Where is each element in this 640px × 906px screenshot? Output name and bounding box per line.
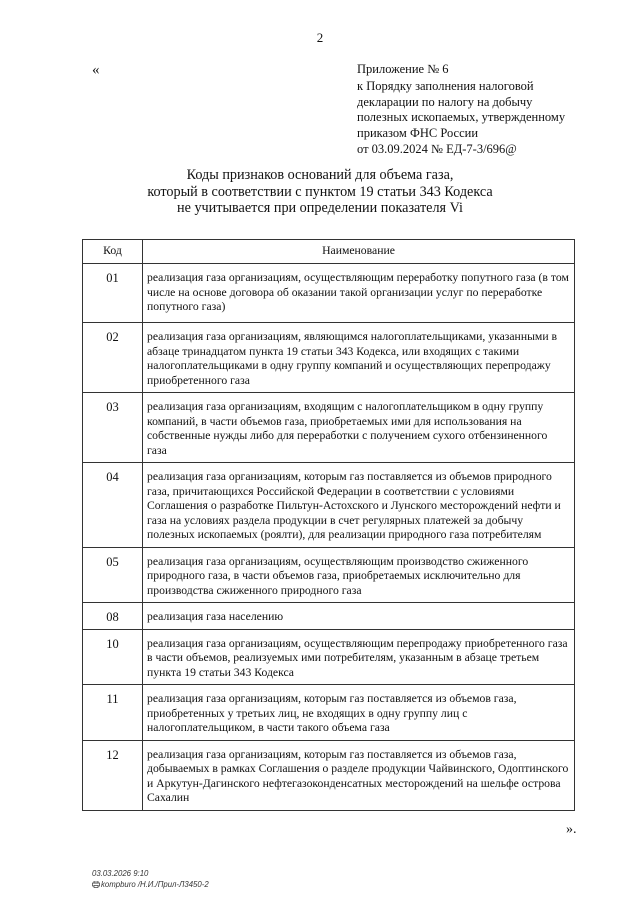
name-cell: реализация газа организациям, осуществляющим производство сжиженного природного газа, в части объемов газа, приобретаемых исключительно для производства сжиженного природного газа [143,547,575,603]
table-row [83,685,575,741]
appendix-title: Приложение № 6 [357,62,449,76]
code-cell: 04 [83,463,143,548]
page-number: 2 [316,30,324,45]
document-title [60,167,580,217]
footer-reference-text: kompburo /Н.И./Прил-Л3450-2 [101,880,209,889]
name-cell: реализация газа организациям, которым газ поставляется из объемов газа, приобретенных у третьих лиц, не входящих в одну группу лиц с налогоплательщиком, в части такого объема газа [143,685,575,741]
code-cell: 12 [83,740,143,810]
appendix-line: декларации по налогу на добычу [357,94,533,109]
code-cell: 03 [83,393,143,463]
table-row [83,547,575,603]
table-row [83,393,575,463]
table-row [83,629,575,685]
code-column-header: Код [83,240,143,264]
table-row [83,323,575,393]
appendix-line: полезных ископаемых, утвержденному [357,110,566,125]
table-row [83,740,575,810]
table-row [83,264,575,323]
appendix-header [357,62,597,158]
table-row [83,603,575,630]
appendix-line: к Порядку заполнения налоговой [357,78,534,93]
name-cell: реализация газа организациям, осуществляющим переработку попутного газа (в том числе на основе договора об оказании такой организации услуг по переработке попутного газа) [143,264,575,323]
printer-icon [92,881,100,888]
name-cell: реализация газа организациям, входящим с налогоплательщиком в одну группу компаний, в части объемов газа, приобретаемых ими для использования на собственные нужды либо для переработки с получением сухого отбензиненного газа [143,393,575,463]
appendix-line: приказом ФНС России [357,126,479,141]
title-line: который в соответствии с пунктом 19 статьи 343 Кодекса [147,183,493,200]
name-column-header: Наименование [143,240,575,264]
code-cell: 01 [83,264,143,323]
name-cell: реализация газа организациям, которым газ поставляется из объемов газа, добываемых в рамках Соглашения о разделе продукции Чайвинского, Одоптинского и Аркутун-Дагинского нефтегазоконденсатных месторождений на шельфе острова Сахалин [143,740,575,810]
title-line: не учитывается при определении показателя Vi [177,200,463,216]
code-cell: 05 [83,547,143,603]
appendix-line: от 03.09.2024 № ЕД-7-3/696@ [357,141,517,156]
code-cell: 11 [83,685,143,741]
footer-reference [92,880,209,889]
code-cell: 10 [83,629,143,685]
title-line: Коды признаков оснований для объема газа, [186,167,454,183]
footer-date: 03.03.2026 9:10 [92,869,149,878]
codes-table [82,239,575,811]
name-cell: реализация газа населению [143,603,575,630]
code-cell: 02 [83,323,143,393]
table-row [83,463,575,548]
opening-quote-mark: « [92,62,100,78]
table-header-row [83,240,575,264]
name-cell: реализация газа организациям, являющимся налогоплательщиками, указанными в абзаце тринадцатом пункта 19 статьи 343 Кодекса, или входящих с такими налогоплательщиками в одну группу компаний и осуществляющих перепродажу приобретенного газа [143,323,575,393]
closing-quote-mark: ». [566,822,577,837]
name-cell: реализация газа организациям, осуществляющим перепродажу приобретенного газа в части объемов, реализуемых ими потребителям, указанным в абзаце третьем пункта 19 статьи 343 Кодекса [143,629,575,685]
code-cell: 08 [83,603,143,630]
name-cell: реализация газа организациям, которым газ поставляется из объемов природного газа, причитающихся Российской Федерации в соответствии с условиями Соглашения о разработке Пильтун-Астохского и Лунского месторождений нефти и газа на условиях раздела продукции в счет регулярных платежей за добычу полезных ископаемых (роялти), для реализации природного газа потребителям [143,463,575,548]
